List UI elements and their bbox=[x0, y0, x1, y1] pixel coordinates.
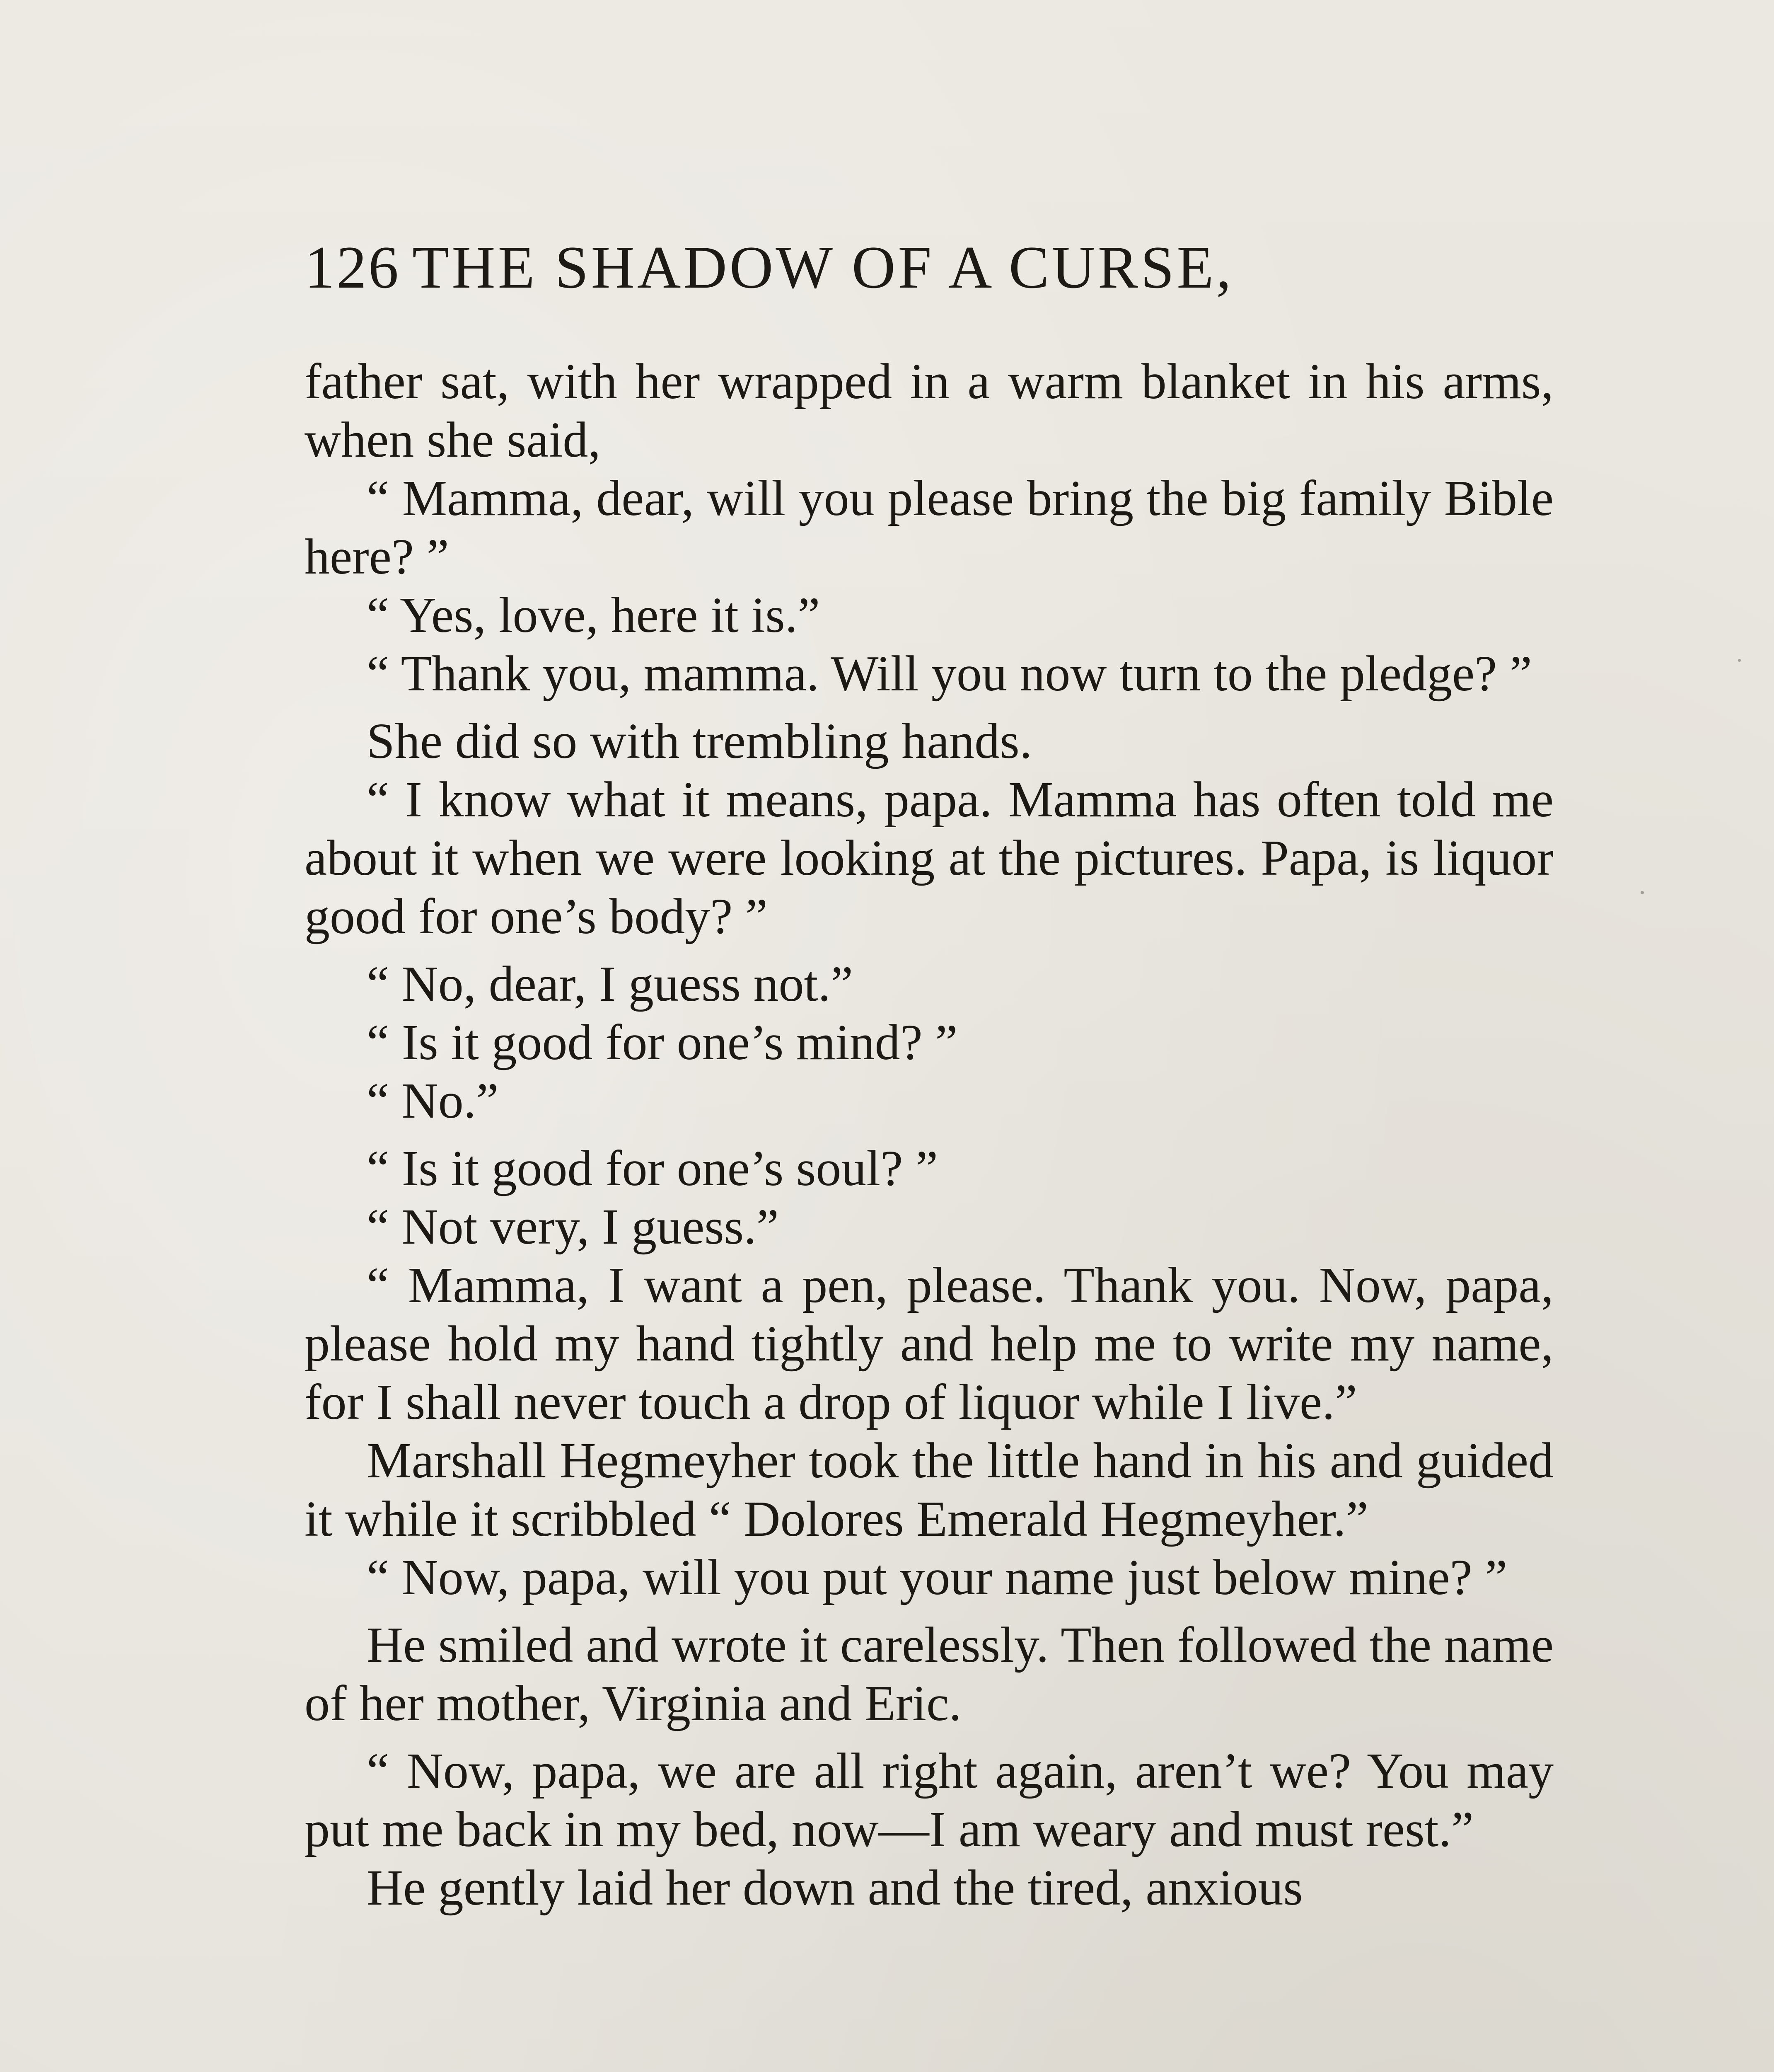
page-number: 126 bbox=[305, 234, 400, 301]
paragraph: “ Now, papa, we are all right again, aren’t we? You may put me back in my bed, now—I am weary and must rest.” bbox=[305, 1743, 1554, 1857]
paragraph: “ No.” bbox=[367, 1073, 499, 1129]
paragraph: father sat, with her wrapped in a warm blanket in his arms, when she said, bbox=[305, 353, 1554, 468]
running-head bbox=[305, 226, 1547, 309]
paragraph: “ Not very, I guess.” bbox=[367, 1199, 779, 1255]
paper-speck bbox=[1738, 659, 1741, 662]
paragraph: “ Is it good for one’s soul? ” bbox=[367, 1140, 938, 1196]
paragraph: “ Thank you, mamma. Will you now turn to the pledge? ” bbox=[367, 646, 1532, 702]
paragraph: He smiled and wrote it carelessly. Then followed the name of her mother, Virginia and Eric. bbox=[305, 1617, 1554, 1731]
paragraph: “ Mamma, I want a pen, please. Thank you. Now, papa, please hold my hand tightly and help me to write my name, for I shall never touch a drop of liquor while I live.” bbox=[305, 1257, 1554, 1430]
paragraph: Marshall Hegmeyher took the little hand in his and guided it while it scribbled “ Dolores Emerald Hegmeyher.” bbox=[305, 1433, 1554, 1547]
paragraph: “ I know what it means, papa. Mamma has often told me about it when we were looking at the pictures. Papa, is liquor good for one’s body? ” bbox=[305, 772, 1554, 944]
running-title: THE SHADOW OF A CURSE, bbox=[412, 234, 1234, 301]
paragraph: “ Yes, love, here it is.” bbox=[367, 587, 820, 643]
paragraph: “ Is it good for one’s mind? ” bbox=[367, 1014, 958, 1070]
paragraph: “ No, dear, I guess not.” bbox=[367, 956, 853, 1012]
paragraph: “ Mamma, dear, will you please bring the big family Bible here? ” bbox=[305, 470, 1554, 585]
paragraph: “ Now, papa, will you put your name just below mine? ” bbox=[367, 1549, 1508, 1605]
paper-speck bbox=[1641, 891, 1644, 894]
paragraph: She did so with trembling hands. bbox=[367, 713, 1032, 769]
paragraph: He gently laid her down and the tired, anxious bbox=[367, 1860, 1303, 1916]
body-text bbox=[305, 352, 1554, 2072]
